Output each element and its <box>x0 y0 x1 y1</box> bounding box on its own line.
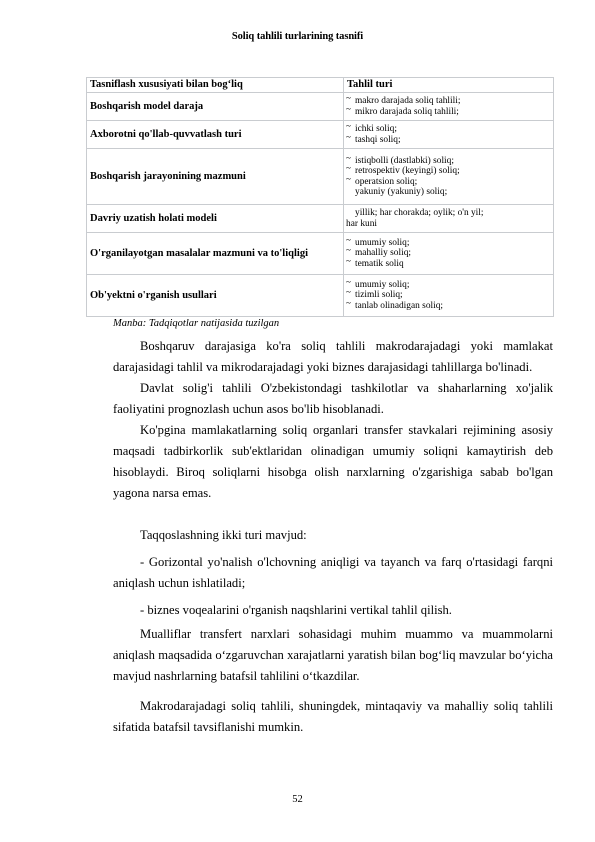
list-item: ~ retrospektiv (keyingi) soliq; <box>346 163 460 177</box>
table-row <box>87 205 554 233</box>
tilde-bullet-icon: ~ <box>346 297 351 308</box>
tilde-bullet-icon: ~ <box>346 103 351 114</box>
list-item: yillik; har chorakda; oylik; o'n yil; <box>355 208 484 219</box>
classification-table <box>86 77 554 317</box>
row-feature: O'rganilayotgan masalalar mazmuni va to'liqligi <box>87 233 344 275</box>
paragraph: - Gorizontal yo'nalish o'lchovning aniqligi va tayanch va farq o'rtasidagi farqni aniqlash uchun ishlatiladi; <box>113 555 553 590</box>
paragraph: Mualliflar transfert narxlari sohasidagi muhim muammo va muammolarni aniqlash maqsadida o‘zgaruvchan xarajatlarni yaratish bilan bog‘liq mavzular bo‘yicha mavjud nashrlarning batafsil tahlilini o‘tkazdilar. <box>113 627 553 683</box>
row-types <box>344 149 554 205</box>
list-item: ~ tematik soliq <box>346 255 404 269</box>
page-number: 52 <box>292 794 303 805</box>
table-title: Soliq tahlili turlarining tasnifi <box>231 31 364 42</box>
tilde-bullet-icon: ~ <box>346 287 351 298</box>
row-types <box>344 93 554 121</box>
table-row <box>87 121 554 149</box>
row-feature: Axborotni qo'llab-quvvatlash turi <box>87 121 344 149</box>
paragraph: - biznes voqealarini o'rganish naqshlarini vertikal tahlil qilish. <box>140 603 452 617</box>
paragraph: Davlat solig'i tahlili O'zbekistondagi tashkilotlar va shaharlarning xo'jalik faoliyatini prognozlash uchun asos bo'lib hisoblanadi. <box>113 381 553 416</box>
list-item: ~ mahalliy soliq; <box>346 245 411 259</box>
tilde-bullet-icon: ~ <box>346 255 351 266</box>
tilde-bullet-icon: ~ <box>346 152 351 163</box>
paragraph: Taqqoslashning ikki turi mavjud: <box>140 528 307 542</box>
tilde-bullet-icon: ~ <box>346 131 351 142</box>
list-item: yakuniy (yakuniy) soliq; <box>355 186 448 197</box>
list-item: ~ istiqbolli (dastlabki) soliq; <box>346 152 454 166</box>
table-row <box>87 149 554 205</box>
tilde-bullet-icon: ~ <box>346 276 351 287</box>
table-row <box>87 93 554 121</box>
row-types <box>344 275 554 317</box>
header-feature: Tasniflash xususiyati bilan bog‘liq <box>87 78 344 93</box>
row-types <box>344 233 554 275</box>
tilde-bullet-icon: ~ <box>346 93 351 104</box>
tilde-bullet-icon: ~ <box>346 245 351 256</box>
row-types <box>344 205 554 233</box>
paragraph: Makrodarajadagi soliq tahlili, shuningdek, mintaqaviy va mahalliy soliq tahlili sifatida batafsil tavsiflanishi mumkin. <box>113 699 553 734</box>
list-item: ~ mikro darajada soliq tahlili; <box>346 103 459 117</box>
header-type: Tahlil turi <box>344 78 554 93</box>
row-feature: Boshqarish jarayonining mazmuni <box>87 149 344 205</box>
row-feature: Boshqarish model daraja <box>87 93 344 121</box>
list-item: ~ tanlab olinadigan soliq; <box>346 297 444 311</box>
table-row <box>87 275 554 317</box>
tilde-bullet-icon: ~ <box>346 121 351 132</box>
tilde-bullet-icon: ~ <box>346 163 351 174</box>
row-feature: Ob'yektni o'rganish usullari <box>87 275 344 317</box>
list-item: ~ umumiy soliq; <box>346 234 410 248</box>
list-item: ~ makro darajada soliq tahlili; <box>346 93 461 107</box>
list-item: har kuni <box>346 218 377 229</box>
table-source-note: Manba: Tadqiqotlar natijasida tuzilgan <box>113 318 280 329</box>
tilde-bullet-icon: ~ <box>346 173 351 184</box>
list-item: ~ tashqi soliq; <box>346 131 401 145</box>
table-header-row <box>87 78 554 93</box>
row-feature: Davriy uzatish holati modeli <box>87 205 344 233</box>
tilde-bullet-icon: ~ <box>346 234 351 245</box>
list-item: ~ tizimli soliq; <box>346 287 403 301</box>
table-row <box>87 233 554 275</box>
paragraph: Ko'pgina mamlakatlarning soliq organlari transfer stavkalari rejimining asosiy maqsadi tadbirkorlik sub'ektlaridan olinadigan umumiy soliqni kamaytirish deb hisoblaydi. Biroq soliqlarni hisobga olish narxlarning o'zgarishiga sabab bo'lgan yagona narsa emas. <box>113 423 553 500</box>
row-types <box>344 121 554 149</box>
list-item: ~ operatsion soliq; <box>346 173 418 187</box>
list-item: ~ umumiy soliq; <box>346 276 410 290</box>
list-item: ~ ichki soliq; <box>346 121 397 135</box>
paragraph: Boshqaruv darajasiga ko'ra soliq tahlili makrodarajadagi yoki mamlakat darajasidagi tahlil va mikrodarajadagi yoki biznes darajasidagi tahlillarga bo'linadi. <box>113 339 553 374</box>
